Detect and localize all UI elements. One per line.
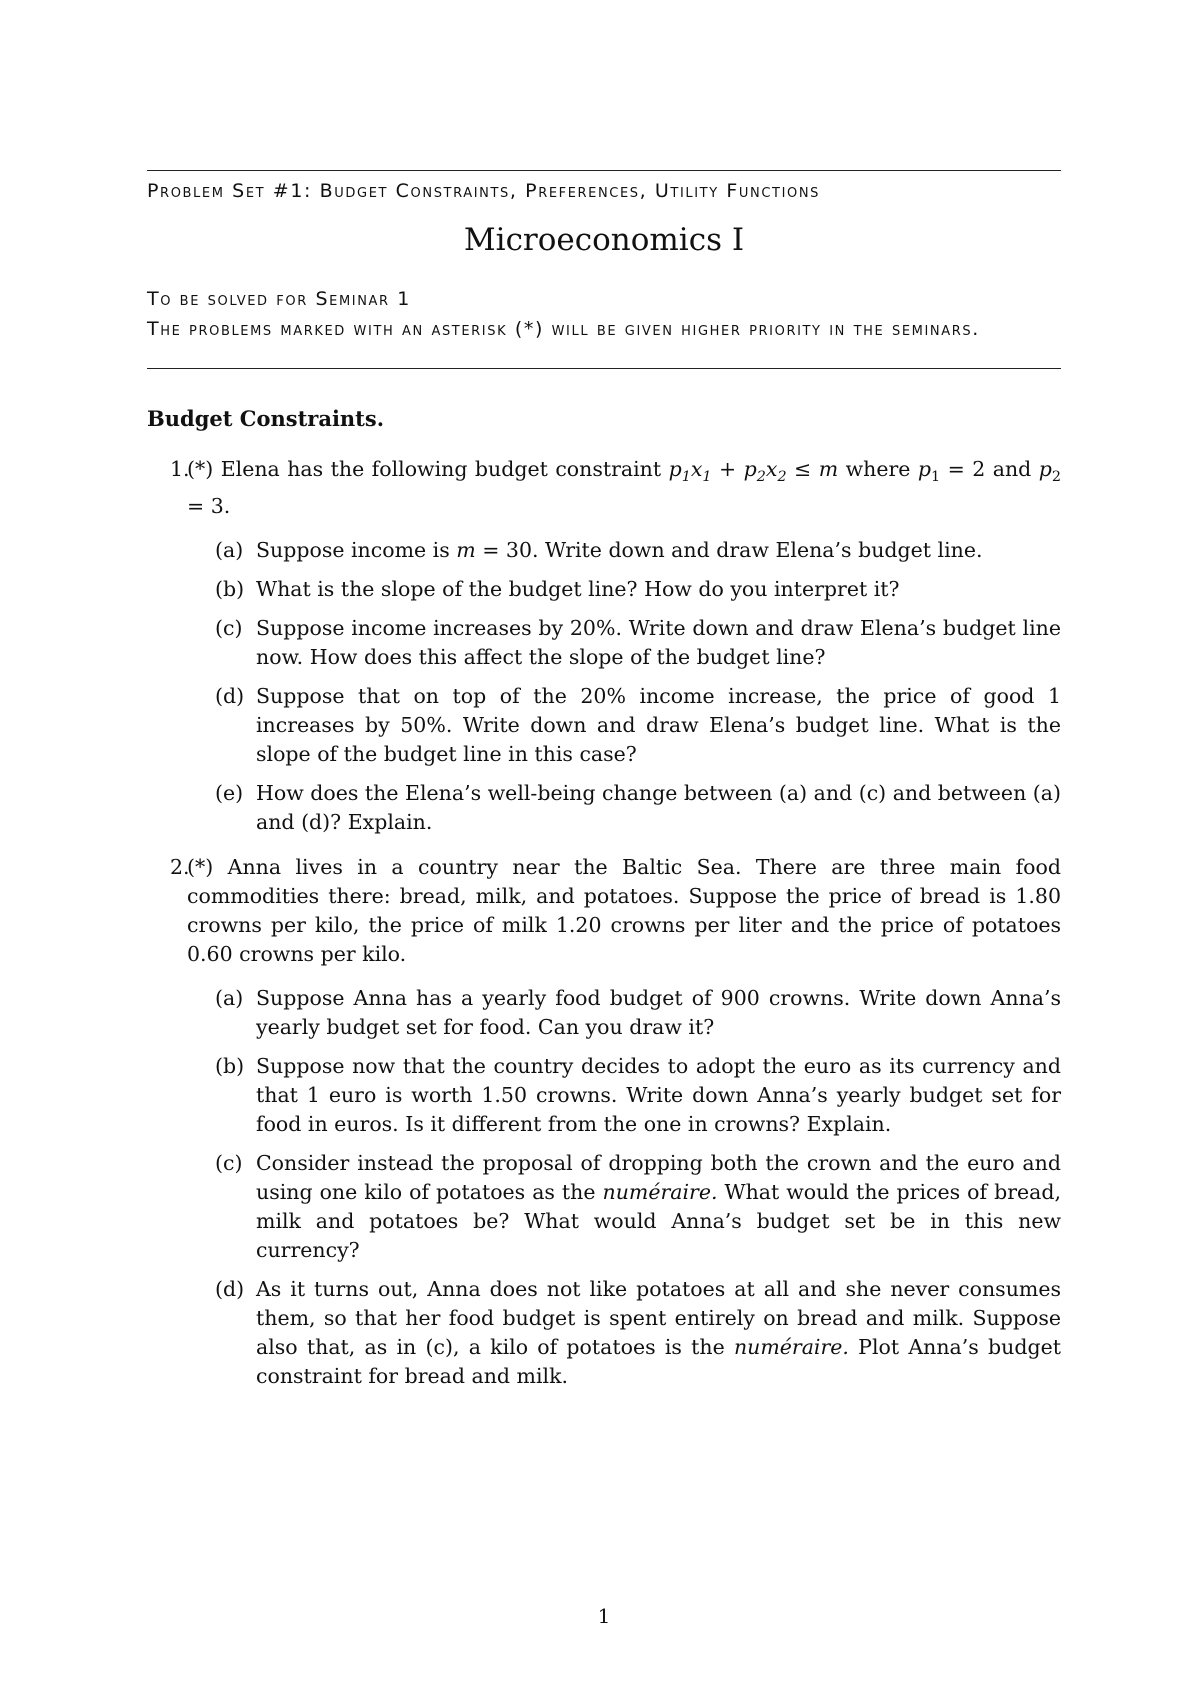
list-item: (d) Suppose that on top of the 20% income increase, the price of good 1 increases by 50%. Write down and draw Elena’s budget line. What is the slope of the budget line in this case? [215,684,1061,767]
list-item: (e) How does the Elena’s well-being change between (a) and (c) and between (a) and (d)? Explain. [215,781,1062,835]
budget-constraint-formula: $p_1x_1 + p_2x_2 \le m$ [668,457,839,486]
header-bottom-rule [147,368,1061,369]
problem-intro: (*) Elena has the following budget constraint $p_1x_1 + p_2x_2 \le m$ where $p_1 = 2$ and $p_2 = 3$. [187,457,1062,519]
section-heading: Budget Constraints. [147,406,385,431]
problem-intro: (*) Anna lives in a country near the Baltic Sea. There are three main food commodities there: bread, milk, and potatoes. Suppose the price of bread is 1.80 crowns per kilo, the price of milk 1.20 crowns per liter and the price of potatoes 0.60 crowns per kilo. [187,855,1061,967]
document-page [147,0,1061,1696]
list-item: (b) Suppose now that the country decides to adopt the euro as its currency and that 1 euro is worth 1.50 crowns. Write down Anna’s yearly budget set for food in euros. Is it different from the one in crowns? Explain. [215,1054,1061,1137]
page-number: 1 [597,1604,611,1628]
problems-list [147,455,1061,1407]
list-item: (d) As it turns out, Anna does not like potatoes at all and she never consumes them, so that her food budget is spent entirely on bread and milk. Suppose also that, as in (c), a kilo of potatoes is the numéraire. Plot Anna’s budget constraint for bread and milk. [215,1277,1061,1389]
list-item: (a) Suppose Anna has a yearly food budget of 900 crowns. Write down Anna’s yearly budget set for food. Can you draw it? [215,986,1061,1040]
page-title: Microeconomics I [463,222,745,258]
list-item: (c) Suppose income increases by 20%. Write down and draw Elena’s budget line now. How does this affect the slope of the budget line? [215,616,1061,670]
seminar-note: To be solved for Seminar 1 [147,288,411,310]
subitem-list [187,984,1061,1391]
list-item: (a) Suppose income is m = 30. Write down and draw Elena’s budget line. [215,538,983,563]
subitem-list [187,536,1061,837]
problem-number: 1. [170,457,190,481]
problem-set-header: Problem Set #1: Budget Constraints, Preferences, Utility Functions [147,180,821,202]
header-top-rule [147,170,1061,171]
problem-number: 2. [170,855,190,880]
problem-1 [147,455,1061,837]
problem-2 [147,853,1061,1391]
list-item: (c) Consider instead the proposal of dropping both the crown and the euro and using one kilo of potatoes as the numéraire. What would the prices of bread, milk and potatoes be? What would Anna’s budget set be in this new currency? [215,1151,1061,1263]
list-item: (b) What is the slope of the budget line? How do you interpret it? [215,577,900,602]
priority-note: The problems marked with an asterisk (*) will be given higher priority in the seminars. [147,318,980,340]
